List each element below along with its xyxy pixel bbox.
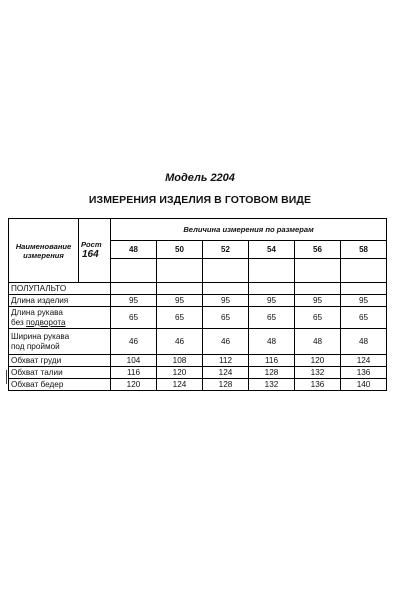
row-value: 48 [341,329,387,355]
row-value: 132 [295,367,341,379]
table-row [9,367,387,379]
table-row [9,295,387,307]
row-value: 116 [249,355,295,367]
row-value: 120 [111,379,157,391]
row-value: 104 [111,355,157,367]
row-value: 124 [341,355,387,367]
row-label: Обхват груди [9,355,111,367]
row-value: 46 [111,329,157,355]
row-value: 95 [157,295,203,307]
row-value: 108 [157,355,203,367]
row-label: Обхват талии [9,367,111,379]
size-header: 52 [203,241,249,259]
row-label-line: Ширина рукава [11,332,70,341]
margin-line [6,370,7,384]
row-label [9,329,111,355]
header-row-top [9,219,387,241]
size-header: 50 [157,241,203,259]
section-label: ПОЛУПАЛЬТО [9,283,111,295]
blank-cell [111,259,157,283]
row-value: 46 [203,329,249,355]
row-value: 48 [249,329,295,355]
header-name-cell: Наименование измерения [9,219,79,283]
table-row [9,329,387,355]
row-value: 132 [249,379,295,391]
table-row [9,355,387,367]
row-label [9,307,111,329]
table-row [9,307,387,329]
row-label-line [11,318,108,328]
blank-cell [203,259,249,283]
row-value: 65 [249,307,295,329]
row-label-underlined: подворота [26,317,66,327]
row-value: 95 [111,295,157,307]
row-value: 65 [157,307,203,329]
row-value: 128 [203,379,249,391]
row-value: 65 [203,307,249,329]
row-value: 120 [295,355,341,367]
row-value: 65 [341,307,387,329]
row-value: 136 [295,379,341,391]
blank-cell [203,283,249,295]
table-row [9,379,387,391]
document-title: ИЗМЕРЕНИЯ ИЗДЕЛИЯ В ГОТОВОМ ВИДЕ [88,194,312,206]
row-value: 65 [111,307,157,329]
header-span-cell: Величина измерения по размерам [111,219,387,241]
row-label-prefix: без [11,317,26,327]
blank-cell [249,283,295,295]
row-label: Длина изделия [9,295,111,307]
header-growth-cell [79,219,111,283]
row-value: 136 [341,367,387,379]
row-value: 124 [203,367,249,379]
row-label: Обхват бедер [9,379,111,391]
size-header: 54 [249,241,295,259]
growth-label: Рост [81,240,102,249]
row-value: 140 [341,379,387,391]
row-label-line: под проймой [11,341,60,351]
blank-cell [295,283,341,295]
row-value: 120 [157,367,203,379]
blank-cell [341,283,387,295]
row-value: 46 [157,329,203,355]
row-value: 124 [157,379,203,391]
row-label-line: Длина рукава [11,308,63,317]
row-value: 95 [249,295,295,307]
row-value: 48 [295,329,341,355]
blank-cell [295,259,341,283]
blank-cell [157,283,203,295]
row-value: 95 [295,295,341,307]
size-header: 56 [295,241,341,259]
growth-value: 164 [82,249,99,260]
row-value: 112 [203,355,249,367]
blank-cell [157,259,203,283]
row-value: 116 [111,367,157,379]
row-value: 95 [341,295,387,307]
row-value: 95 [203,295,249,307]
row-value: 65 [295,307,341,329]
size-header: 58 [341,241,387,259]
blank-cell [341,259,387,283]
blank-cell [249,259,295,283]
size-header: 48 [111,241,157,259]
section-row [9,283,387,295]
blank-cell [111,283,157,295]
model-title: Модель 2204 [165,172,235,184]
row-value: 128 [249,367,295,379]
measurements-table [8,218,387,391]
